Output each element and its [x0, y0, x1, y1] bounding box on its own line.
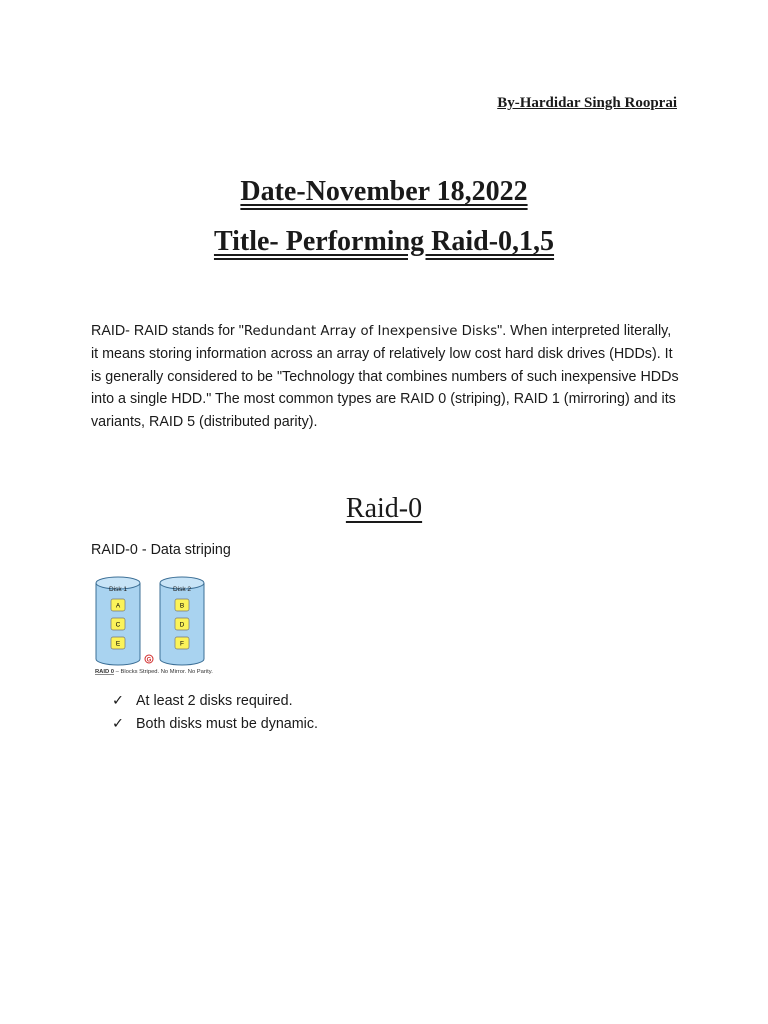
disk-1-label: Disk 1 [108, 586, 128, 593]
disk-2-label: Disk 2 [172, 586, 192, 593]
disk-2-block-1-label: B [179, 602, 185, 610]
disk-2-block-3-label: F [180, 640, 184, 648]
caption-rest: – Blocks Striped. No Mirror. No Parity. [114, 669, 213, 675]
intro-text-start: RAID- RAID stands for " [91, 323, 244, 339]
disk-1-block-1-label: A [115, 602, 121, 610]
disk-2-block-2-label: D [179, 621, 185, 629]
intro-paragraph [91, 320, 681, 433]
document-title: Title- Performing Raid-0,1,5 [213, 226, 555, 257]
disk-1-block-3-label: E [115, 640, 121, 648]
disk-1-block-2-label: C [115, 621, 121, 629]
raid0-diagram [92, 573, 242, 678]
section-heading: Raid-0 [345, 493, 423, 524]
author-line: By-Hardidar Singh Rooprai [497, 95, 677, 111]
requirement-text: At least 2 disks required. [136, 693, 293, 709]
marker-letter: G [146, 657, 152, 664]
requirement-text: Both disks must be dynamic. [136, 716, 318, 732]
section-subtitle: RAID-0 - Data striping [91, 542, 231, 558]
checkmark-icon: ✓ [112, 693, 124, 709]
diagram-caption [95, 669, 213, 675]
caption-bold: RAID 0 [95, 669, 115, 675]
disk-1-cylinder [96, 577, 140, 665]
requirements-list [112, 690, 318, 736]
date-heading: Date-November 18,2022 [240, 176, 528, 207]
intro-emphasis: Redundant Array of Inexpensive Disks [243, 324, 498, 339]
list-item [112, 713, 318, 736]
disk-2-cylinder [160, 577, 204, 665]
intro-text-end: ". When interpreted literally, it means storing information across an array of relatively low cost hard disk drives (HDDs). It is generally considered to be "Technology that combines numbers of such inexpensive HDDs into a single HDD." The most common types are RAID 0 (striping), RAID 1 (mirroring) and its variants, RAID 5 (distributed parity). [91, 323, 679, 430]
list-item [112, 690, 318, 713]
checkmark-icon: ✓ [112, 716, 124, 732]
